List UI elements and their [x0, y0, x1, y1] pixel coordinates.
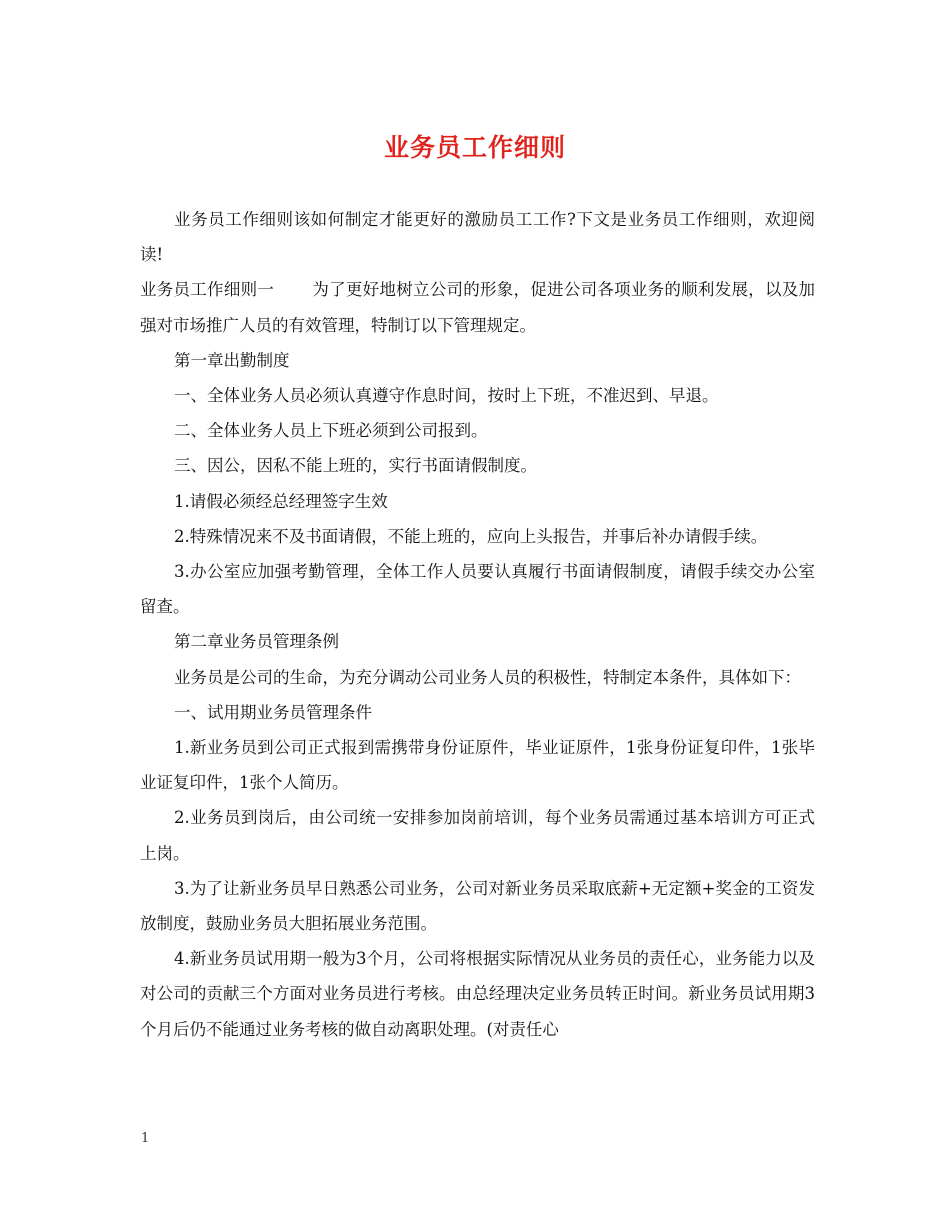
paragraph: 三、因公，因私不能上班的，实行书面请假制度。: [174, 456, 537, 476]
document-body: [140, 202, 815, 1047]
document-title: 业务员工作细则: [383, 133, 566, 162]
paragraph: 业务员是公司的生命，为充分调动公司业务人员的积极性，特制定本条件，具体如下：: [174, 667, 801, 687]
section-label: 业务员工作细则一: [140, 280, 275, 300]
chapter-heading: 第二章业务员管理条例: [174, 632, 339, 652]
paragraph: 二、全体业务人员上下班必须到公司报到。: [174, 421, 488, 441]
page-number: 1: [141, 1131, 150, 1146]
chapter-heading: 第一章出勤制度: [174, 350, 290, 370]
section-text: 为了更好地树立公司的形象，促进公司各项业务的顺利发展，以及加强对市场推广人员的有效管理，特制订以下管理规定。: [140, 280, 816, 335]
paragraph: 4.新业务员试用期一般为3个月，公司将根据实际情况从业务员的责任心，业务能力以及对公司的贡献三个方面对业务员进行考核。由总经理决定业务员转正时间。新业务员试用期3个月后仍不能通过业务考核的做自动离职处理。(对责任心: [140, 949, 815, 1039]
paragraph: 2.业务员到岗后，由公司统一安排参加岗前培训，每个业务员需通过基本培训方可正式上岗。: [140, 808, 815, 863]
intro-paragraph: 业务员工作细则该如何制定才能更好的激励员工工作?下文是业务员工作细则，欢迎阅读!: [140, 210, 815, 265]
paragraph: 一、试用期业务员管理条件: [174, 702, 372, 722]
paragraph: 3.办公室应加强考勤管理，全体工作人员要认真履行书面请假制度，请假手续交办公室留查。: [140, 562, 815, 617]
paragraph: 一、全体业务人员必须认真遵守作息时间，按时上下班，不准迟到、早退。: [174, 386, 719, 406]
section-paragraph: [140, 272, 815, 342]
paragraph: 2.特殊情况来不及书面请假，不能上班的，应向上头报告，并事后补办请假手续。: [174, 526, 768, 546]
paragraph: 1.新业务员到公司正式报到需携带身份证原件，毕业证原件，1张身份证复印件，1张毕业证复印件，1张个人简历。: [140, 738, 815, 793]
paragraph: 3.为了让新业务员早日熟悉公司业务，公司对新业务员采取底薪+无定额+奖金的工资发放制度，鼓励业务员大胆拓展业务范围。: [140, 878, 815, 934]
paragraph: 1.请假必须经总经理签字生效: [174, 491, 388, 511]
